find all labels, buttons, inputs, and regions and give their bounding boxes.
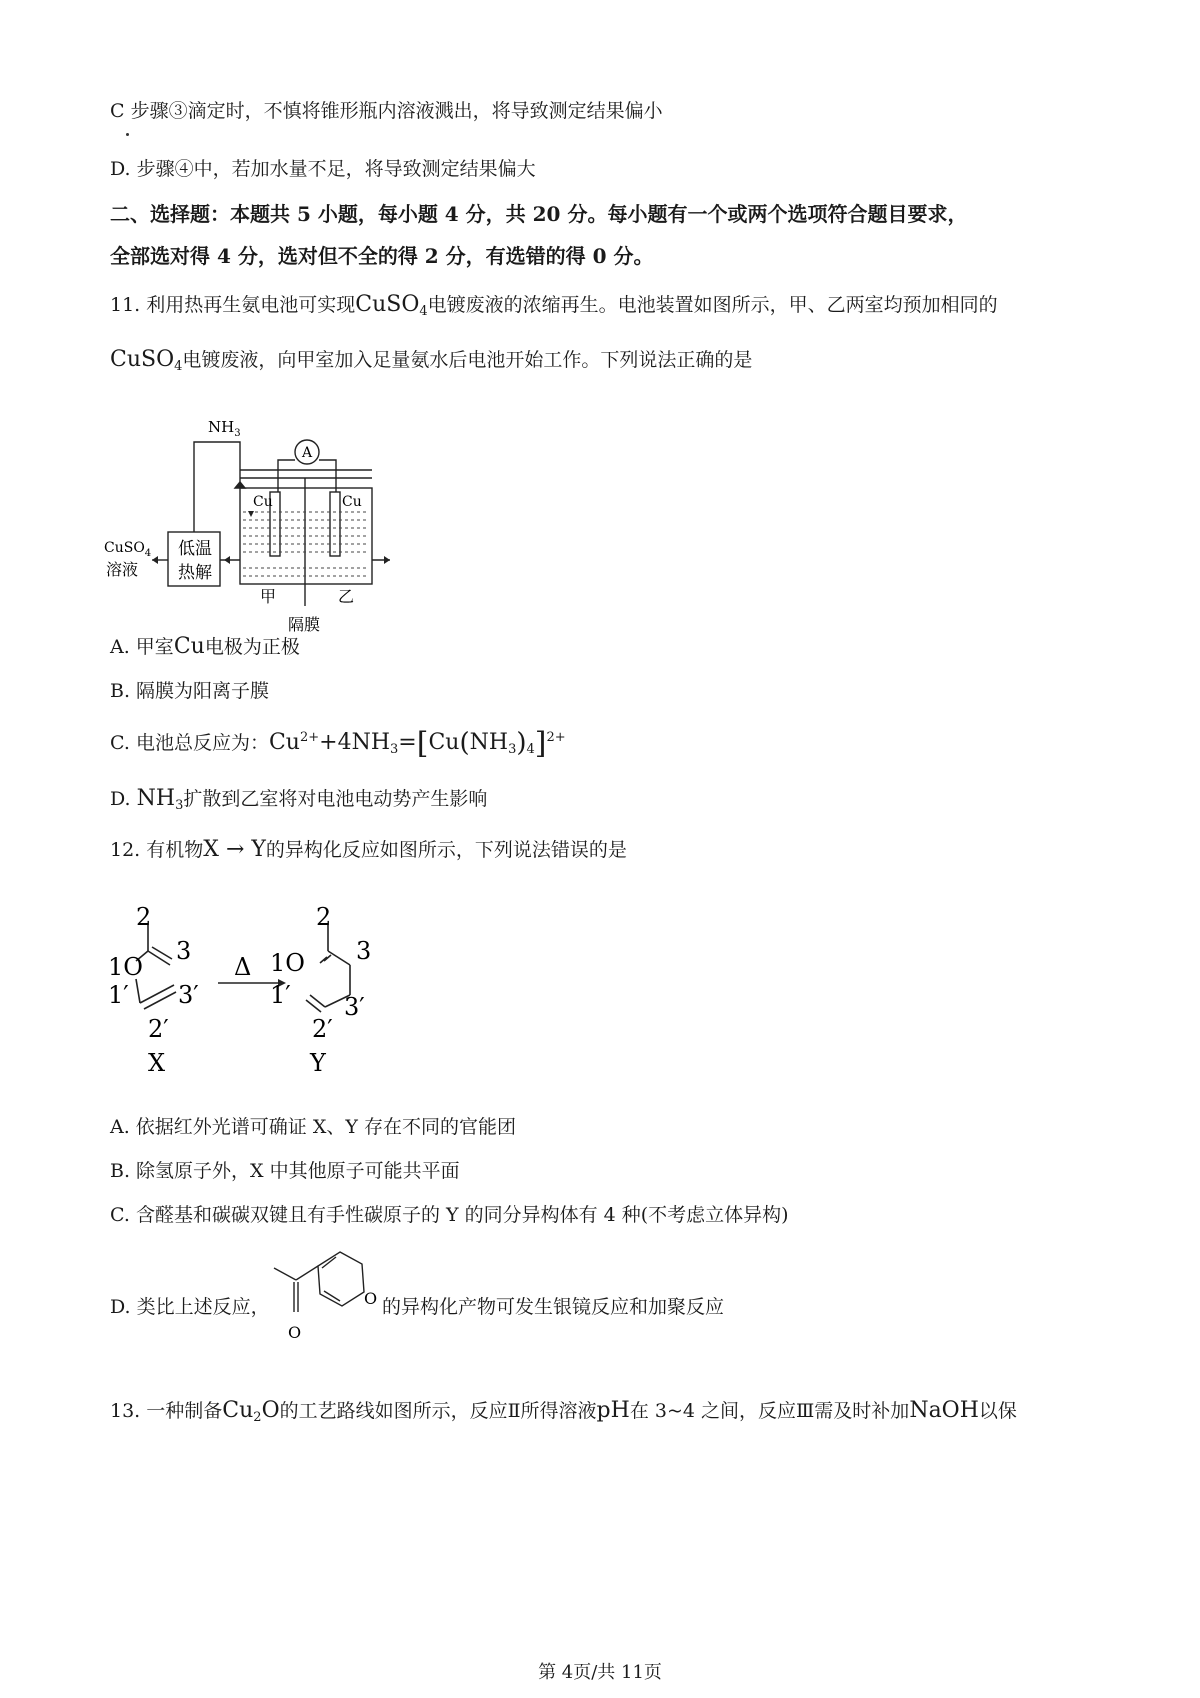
y-label-3: 3 bbox=[356, 937, 372, 965]
q12-option-d-b: 的异构化产物可发生银镜反应和加聚反应 bbox=[382, 1296, 725, 1318]
q11-stem-c: 电镀废液，向甲室加入足量氨水后电池开始工作。下列说法正确的是 bbox=[182, 349, 753, 371]
ammeter-wire bbox=[278, 460, 295, 492]
section-header-line1: 二、选择题：本题共 5 小题，每小题 4 分，共 20 分。每小题有一个或两个选项符合题目要求， bbox=[110, 202, 968, 226]
y-label: Y bbox=[310, 1049, 326, 1077]
box-label-2: 热解 bbox=[178, 563, 212, 583]
q11-option-d: D. $NH_3$扩散到乙室将对电池电动势产生影响 bbox=[110, 786, 488, 813]
q13-stem: 13. 一种制备$Cu_2O$的工艺路线如图所示，反应Ⅱ所得溶液pH在 3~4 之间，反应Ⅲ需及时补加NaOH以保 bbox=[110, 1398, 1017, 1425]
page-footer: 第 4页/共 11页 bbox=[538, 1662, 662, 1683]
q11-option-b: B. 隔膜为阳离子膜 bbox=[110, 680, 270, 702]
q11-stem-line1 bbox=[110, 290, 998, 319]
stray-dot bbox=[126, 133, 129, 136]
q12-option-b: B. 除氢原子外，X 中其他原子可能共平面 bbox=[110, 1160, 460, 1182]
option-c-prev: C 步骤③滴定时，不慎将锥形瓶内溶液溅出，将导致测定结果偏小 bbox=[110, 100, 663, 122]
q11-stem-line2 bbox=[110, 345, 752, 374]
membrane-label: 隔膜 bbox=[288, 615, 321, 634]
q12-option-a: A. 依据红外光谱可确证 X、Y 存在不同的官能团 bbox=[110, 1116, 516, 1138]
y-label-2: 2 bbox=[316, 903, 332, 931]
reaction-equation: $Cu^{2+}+4NH_3=[Cu(NH_3)_4]^{2+}$ bbox=[268, 726, 566, 761]
formula-nh3: $NH_3$ bbox=[136, 786, 184, 813]
ring-oxygen: O bbox=[364, 1289, 378, 1308]
x-label-2: 2 bbox=[136, 903, 152, 931]
formula-cu2o: $Cu_2O$ bbox=[222, 1398, 280, 1425]
box-label-1: 低温 bbox=[178, 539, 212, 559]
x-label-3p: 3′ bbox=[178, 981, 199, 1009]
y-label-3p: 3′ bbox=[344, 993, 365, 1021]
cuso4-label: CuSO$_4$ bbox=[104, 540, 152, 559]
electrode-right bbox=[330, 492, 340, 556]
q12-stem: 12. 有机物X → Y的异构化反应如图所示，下列说法错误的是 bbox=[110, 837, 627, 862]
delta-label: Δ bbox=[234, 953, 252, 981]
x-label: X bbox=[148, 1049, 166, 1077]
x-label-2p: 2′ bbox=[148, 1015, 169, 1043]
isomerization-diagram bbox=[100, 895, 420, 1085]
naoh-label: NaOH bbox=[909, 1398, 979, 1423]
y-label-2p: 2′ bbox=[312, 1015, 333, 1043]
option-d-prev: D. 步骤④中，若加水量不足，将导致测定结果偏大 bbox=[110, 158, 536, 180]
chamber-yi: 乙 bbox=[338, 587, 355, 606]
cu-right-label: Cu bbox=[342, 494, 362, 510]
x-label-1p: 1′ bbox=[108, 981, 129, 1009]
q11-stem-b: 电镀废液的浓缩再生。电池装置如图所示，甲、乙两室均预加相同的 bbox=[427, 294, 998, 316]
formula-cuso4-2: CuSO$_4$ bbox=[110, 347, 183, 374]
x-to-y: X → Y bbox=[203, 837, 266, 862]
q12-option-c: C. 含醛基和碳碳双键且有手性碳原子的 Y 的同分异构体有 4 种(不考虑立体异构) bbox=[110, 1204, 789, 1226]
nh3-pipe bbox=[194, 442, 240, 532]
cu-left-label: Cu bbox=[253, 494, 273, 510]
battery-diagram bbox=[100, 400, 420, 640]
y-label-1p: 1′ bbox=[270, 981, 291, 1009]
formula-cuso4: CuSO$_4$ bbox=[355, 292, 428, 319]
q11-stem-a: 11. 利用热再生氨电池可实现 bbox=[110, 294, 356, 316]
q11-option-c: C. 电池总反应为：$Cu^{2+}+4NH_3=[Cu(NH_3)_4]^{2+}$ bbox=[110, 726, 566, 761]
ammeter-label: A bbox=[302, 445, 313, 461]
nh3-label: $NH_3$ bbox=[208, 418, 241, 439]
q11-option-a: A. 甲室Cu电极为正极 bbox=[110, 634, 300, 659]
pyran-structure bbox=[270, 1240, 385, 1360]
chamber-jia: 甲 bbox=[260, 587, 277, 606]
q12-option-d-a: D. 类比上述反应， bbox=[110, 1296, 270, 1318]
x-label-3: 3 bbox=[176, 937, 192, 965]
y-label-1o: 1O bbox=[270, 949, 305, 977]
ph-label: pH bbox=[596, 1398, 630, 1423]
x-label-1o: 1O bbox=[108, 953, 143, 981]
formula-cu: Cu bbox=[173, 634, 205, 659]
carbonyl-oxygen: O bbox=[288, 1323, 302, 1342]
section-header-line2: 全部选对得 4 分，选对但不全的得 2 分，有选错的得 0 分。 bbox=[110, 244, 654, 268]
solution-label: 溶液 bbox=[106, 560, 139, 579]
